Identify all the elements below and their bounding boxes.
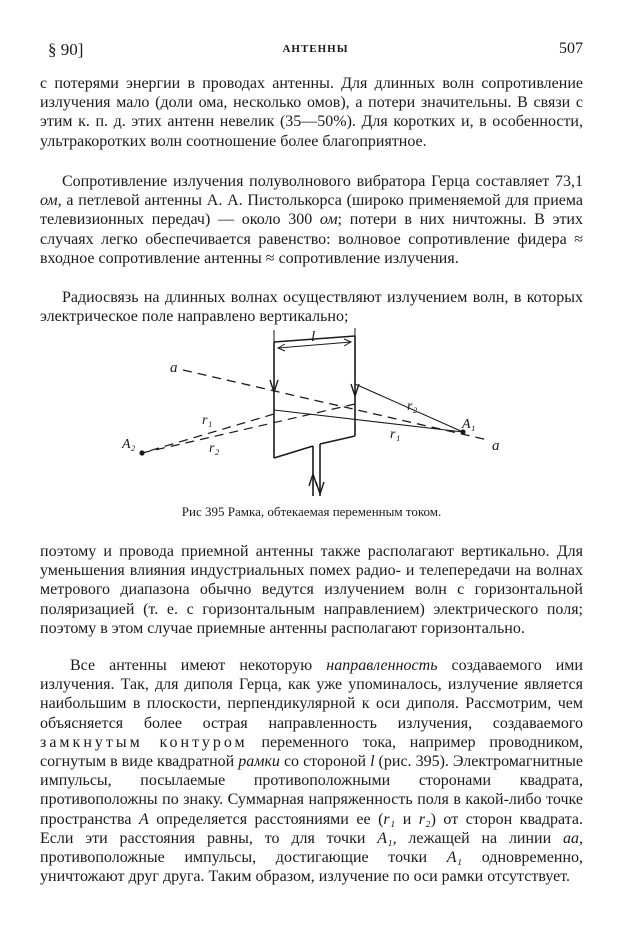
p5-text-i: , лежащей на линии: [392, 829, 564, 847]
frame-bottom-edge-right: [320, 436, 355, 444]
frame-bottom-edge-left: [274, 446, 313, 458]
figure-caption: Рис 395 Рамка, обтекаемая переменным током.: [181, 504, 442, 519]
symbol-r2: r₂: [418, 810, 431, 828]
p2-text-c: ; потери в них ничтожны. В этих случаях легко обеспечивается равенство: волновое сопротивление фидера ≈ входное сопротивление антенны ≈ сопротивление излучения.: [40, 211, 583, 267]
p5-text-g: и: [395, 810, 419, 828]
term-frame: рамки: [238, 753, 280, 771]
label-a-left: a: [170, 360, 178, 376]
label-r1-left: r₁: [202, 413, 213, 428]
paragraph-2: [40, 172, 583, 268]
p2-text-b: , а петлевой антенны А. А. Пистолькорса (широко применяемой для приема телевизионных передач) — около 300: [40, 192, 583, 229]
p5-text-c: переменного тока, например проводником, согнутым в виде квадратной: [40, 733, 584, 771]
ray-r1-right: [274, 410, 463, 432]
label-a1: A₁: [462, 417, 476, 432]
symbol-l: l: [370, 753, 375, 771]
term-closed-loop: замкнутым контуром: [40, 733, 248, 751]
figure-395: [108, 328, 528, 528]
p2-unit-ohm: ом: [40, 192, 58, 210]
p5-text-k: одновременно, уничтожают друг друга. Таким образом, излучение по оси рамки отсутствует.: [40, 849, 584, 886]
symbol-r1: r₁: [383, 810, 396, 828]
frame-antenna-diagram: [108, 328, 528, 508]
p5-text-d: со стороной: [279, 753, 371, 771]
label-l: l: [311, 329, 316, 345]
running-title: АНТЕННЫ: [282, 43, 349, 55]
section-number: § 90]: [48, 40, 84, 59]
p5-text-j: , противоположные импульсы, достигающие точки: [40, 829, 584, 867]
label-r2-right: r₂: [407, 399, 418, 414]
p5-text-a: Все антенны имеют некоторую: [70, 657, 327, 674]
page-header: [48, 40, 583, 60]
p5-text-f: определяется расстояниями ее (: [148, 810, 384, 828]
label-r1-right: r₁: [390, 427, 401, 442]
symbol-a: A: [138, 810, 149, 828]
symbol-aa: aa: [563, 829, 580, 847]
term-directivity: направленность: [326, 657, 438, 674]
label-a2: A₂: [122, 437, 136, 452]
symbol-a1: A₁: [377, 829, 393, 847]
paragraph-1: с потерями энергии в проводах антенны. Для длинных волн сопротивление излучения мало (доли ома, несколько омов), а потери значительны. В связи с этим к. п. д. этих антенн невелик (35—50%). Для коротких и, в особенности, ультракоротких волн соотношение более благоприятное.: [40, 75, 583, 150]
paragraph-4: поэтому и провода приемной антенны также располагают вертикально. Для уменьшения влияния индустриальных помех радио- и телепередачи на волнах метрового диапазона обычно ведутся излучением волн с горизонтальной поляризацией (т. е. с горизонтальным направлением) электрического поля; поэтому в этом случае приемные антенны располагают горизонтально.: [40, 543, 583, 637]
paragraph-5: [40, 656, 583, 886]
p2-text-a: Сопротивление излучения полуволнового вибратора Герца составляет 73,1: [62, 173, 583, 190]
label-r2-left: r₂: [209, 441, 220, 456]
p5-text-e: (рис. 395). Электромагнитные импульсы, посылаемые противоположными сторонами квадрата, противоположны по знаку. Суммарная напряженность поля в какой-либо точке пространства: [40, 753, 584, 828]
symbol-a1-2: A₁: [446, 849, 463, 867]
p2-unit-ohm-2: ом: [319, 211, 338, 229]
p5-text-h: ) от сторон квадрата. Если эти расстояния равны, то для точки: [40, 810, 584, 847]
label-a-right: a: [492, 438, 500, 454]
page-number: 507: [559, 40, 583, 57]
point-a2-dot: [139, 450, 144, 455]
ray-r2-left: [142, 404, 355, 453]
p5-text-b: создаваемого ими излучения. Так, для диполя Герца, как уже упоминалось, излучение является наибольшим в плоскости, перпендикулярной к оси диполя. Рассмотрим, чем объясняется более острая направленность излучения, создаваемого: [40, 657, 583, 732]
paragraph-3: Радиосвязь на длинных волнах осуществляют излучением волн, в которых электрическое поле направлено вертикально;: [40, 289, 583, 326]
